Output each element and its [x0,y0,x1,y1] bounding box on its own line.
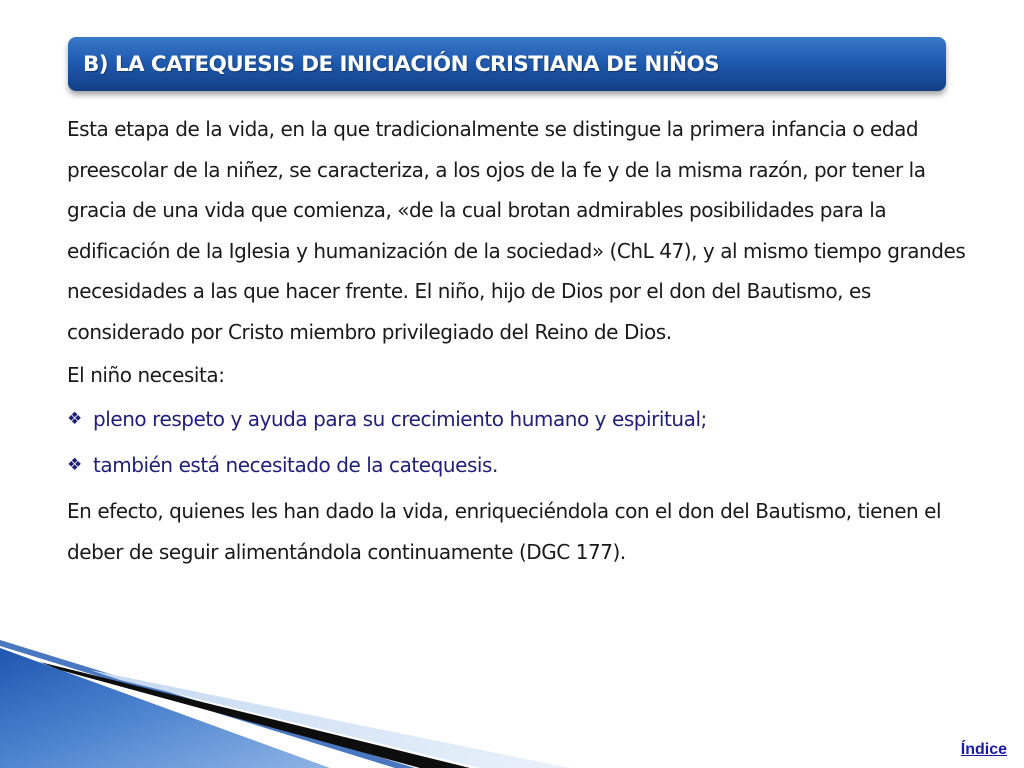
four-diamond-bullet-icon: ❖ [67,409,83,430]
closing-paragraph: En efecto, quienes les han dado la vida, enriqueciéndola con el don del Bautismo, tienen el deber de seguir alimentándola continuamente (DGC 177). [67,499,942,564]
bullet-item [67,399,967,439]
needs-intro-paragraph: El niño necesita: [67,362,225,387]
title-bar [68,37,946,91]
bullet-text: pleno respeto y ayuda para su crecimiento humano y espiritual; [93,407,707,432]
intro-paragraph: Esta etapa de la vida, en la que tradicionalmente se distingue la primera infancia o edad preescolar de la niñez, se caracteriza, a los ojos de la fe y de la misma razón, por tener la gracia de una vida que comienza, «de la cual brotan admirables posibilidades para la edificación de la Iglesia y humanización de la sociedad» (ChL 47), y al mismo tiempo grandes necesidades a las que hacer frente. El niño, hijo de Dios por el don del Bautismo, es considerado por Cristo miembro privilegiado del Reino de Dios. [67,117,966,344]
bullet-text: también está necesitado de la catequesis. [93,453,498,478]
index-link[interactable]: Índice [960,741,1007,758]
four-diamond-bullet-icon: ❖ [67,455,83,476]
slide-title: B) LA CATEQUESIS DE INICIACIÓN CRISTIANA DE NIÑOS [83,51,720,77]
bullet-item [67,445,967,485]
slide-content [67,109,967,572]
